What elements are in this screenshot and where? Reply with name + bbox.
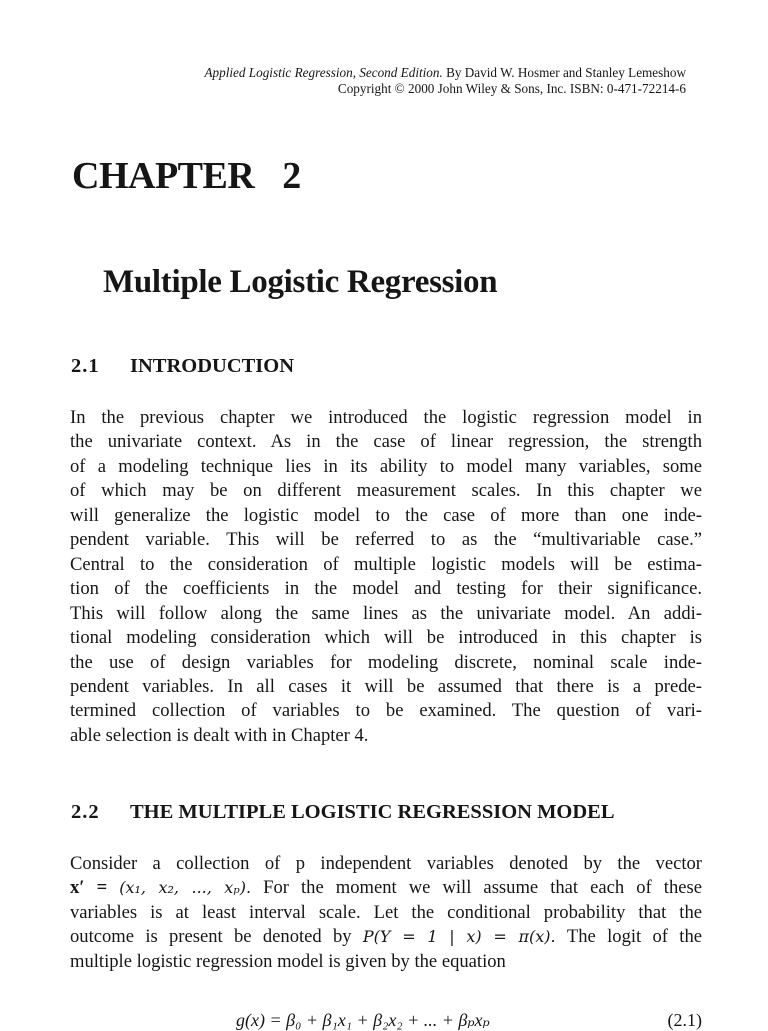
- paragraph-line: multiple logistic regression model is given by the equation: [70, 950, 506, 972]
- paragraph-line: This will follow along the same lines as the univariate model. An addi-: [70, 602, 702, 624]
- book-title: Applied Logistic Regression, Second Edition.: [204, 65, 443, 80]
- chapter-title: Multiple Logistic Regression: [103, 264, 498, 300]
- chapter-heading: [72, 154, 301, 198]
- paragraph-text: The logit of the: [555, 926, 702, 948]
- paragraph-line: of which may be on different measurement scales. In this chapter we: [70, 480, 702, 502]
- paragraph-line: tion of the coefficients in the model and testing for their significance.: [70, 578, 702, 600]
- section-number: 2.1: [71, 355, 100, 377]
- paragraph-line: termined collection of variables to be examined. The question of vari-: [70, 700, 702, 722]
- section-title: THE MULTIPLE LOGISTIC REGRESSION MODEL: [130, 801, 615, 823]
- paragraph-line: [70, 876, 702, 900]
- paragraph-line: [70, 925, 702, 949]
- paragraph-line: the use of design variables for modeling discrete, nominal scale inde-: [70, 651, 702, 673]
- chapter-label: CHAPTER: [72, 155, 255, 197]
- section-heading-model: [71, 801, 615, 824]
- paragraph-line: Consider a collection of p independent variables denoted by the vector: [70, 853, 702, 874]
- paragraph-text: outcome is present be denoted by: [70, 926, 363, 948]
- section-title: INTRODUCTION: [130, 355, 295, 377]
- paragraph-line: variables is at least interval scale. Let the conditional probability that the: [70, 901, 702, 923]
- paragraph-line: In the previous chapter we introduced the logistic regression model in: [70, 407, 702, 428]
- chapter-number: 2: [282, 155, 301, 197]
- model-paragraph: [70, 852, 702, 974]
- book-authors: By David W. Hosmer and Stanley Lemeshow: [442, 65, 686, 80]
- paragraph-line: will generalize the logistic model to the case of more than one inde-: [70, 504, 702, 526]
- logit-equation: g(x) = β₀ + β₁x₁ + β₂x₂ + ... + βₚxₚ: [236, 1010, 490, 1030]
- book-copyright: Copyright © 2000 John Wiley & Sons, Inc. ISBN: 0-471-72214-6: [337, 81, 686, 96]
- paragraph-text: For the moment we will assume that each of these: [251, 877, 702, 899]
- section-heading-intro: [71, 355, 294, 378]
- vector-definition: (x₁, x₂, ..., xₚ).: [119, 878, 252, 898]
- section-number: 2.2: [71, 801, 100, 823]
- paragraph-line: of a modeling technique lies in its ability to model many variables, some: [70, 455, 702, 477]
- paragraph-line: Central to the consideration of multiple logistic models will be estima-: [70, 553, 702, 575]
- book-header-line-1: [204, 65, 686, 81]
- intro-paragraph: [70, 406, 702, 748]
- equation-number: (2.1): [667, 1010, 702, 1030]
- paragraph-line: tional modeling consideration which will be introduced in this chapter is: [70, 627, 702, 649]
- paragraph-line: able selection is dealt with in Chapter 4.: [70, 724, 369, 746]
- vector-symbol: x′ =: [70, 877, 120, 899]
- probability-formula: P(Y = 1 | x) = π(x).: [362, 927, 556, 947]
- paragraph-line: pendent variables. In all cases it will be assumed that there is a prede-: [70, 675, 702, 697]
- paragraph-line: the univariate context. As in the case of linear regression, the strength: [70, 431, 702, 453]
- paragraph-line: pendent variable. This will be referred to as the “multivariable case.”: [70, 529, 702, 551]
